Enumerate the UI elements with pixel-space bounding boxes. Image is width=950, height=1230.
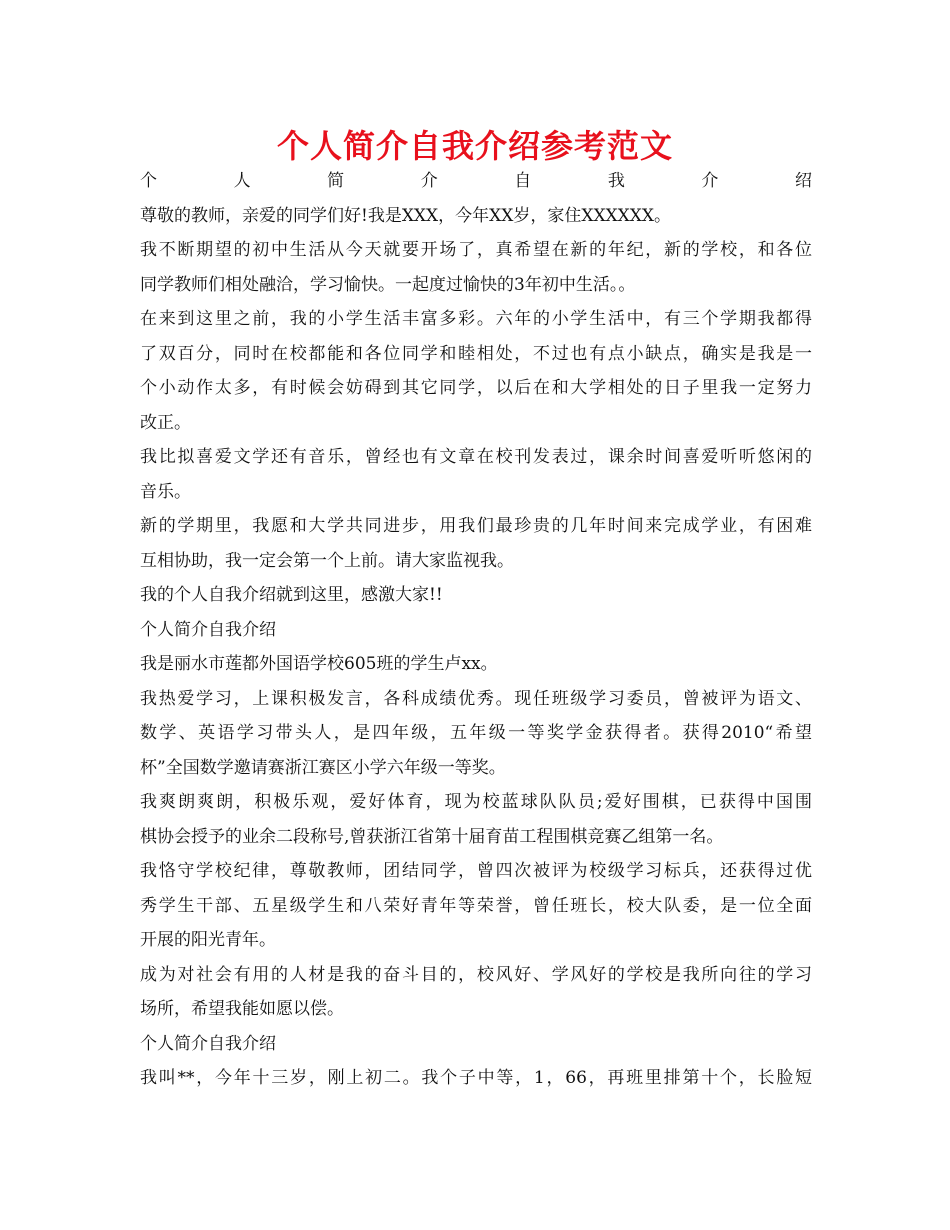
paragraph-line: 我比拟喜爱文学还有音乐，曾经也有文章在校刊发表过，课余时间喜爱听听悠闲的 (140, 447, 812, 467)
paragraph-line: 我不断期望的初中生活从今天就要开场了，真希望在新的年纪，新的学校，和各位 (140, 240, 812, 260)
paragraph-line: 我热爱学习，上课积极发言，各科成绩优秀。现任班级学习委员，曾被评为语文、 (140, 688, 812, 709)
paragraph-line: 棋协会授予的业余二段称号,曾获浙江省第十届育苗工程围棋竞赛乙组第一名。 (140, 826, 724, 847)
document-body (140, 164, 812, 1096)
paragraph-line: 在来到这里之前，我的小学生活丰富多彩。六年的小学生活中，有三个学期我都得 (140, 309, 812, 329)
paragraph-line: 场所，希望我能如愿以偿。 (140, 999, 344, 1019)
document-title: 个人简介自我介绍参考范文 (276, 127, 673, 165)
paragraph-line: 我爽朗爽朗，积极乐观，爱好体育，现为校蓝球队队员;爱好围棋，已获得中国围 (140, 792, 812, 812)
section-heading: 个人简介自我介绍 (140, 619, 276, 640)
paragraph-line: 新的学期里，我愿和大学共同进步，用我们最珍贵的几年时间来完成学业，有困难 (140, 516, 812, 536)
section-heading: 个人简介自我介绍 (140, 1033, 276, 1054)
paragraph-line: 了双百分，同时在校都能和各位同学和睦相处，不过也有点小缺点，确实是我是一 (140, 343, 812, 364)
paragraph-line: 音乐。 (140, 481, 191, 502)
paragraph-line: 个小动作太多，有时候会妨碍到其它同学，以后在和大学相处的日子里我一定努力 (140, 378, 812, 398)
paragraph-line: 互相协助，我一定会第一个上前。请大家监视我。 (140, 550, 514, 571)
paragraph-line: 改正。 (140, 412, 191, 433)
paragraph-line: 杯”全国数学邀请赛浙江赛区小学六年级一等奖。 (140, 757, 506, 778)
paragraph-line: 开展的阳光青年。 (140, 930, 276, 950)
paragraph-line: 同学教师们相处融洽，学习愉快。一起度过愉快的3年初中生活。。 (140, 274, 636, 295)
section-heading: 个人简介自我介绍 (140, 171, 812, 191)
paragraph-line: 尊敬的教师，亲爱的同学们好!我是XXX，今年XX岁，家住XXXXXX。 (140, 205, 671, 226)
paragraph-line: 我的个人自我介绍就到这里，感激大家!! (140, 585, 443, 605)
paragraph-line: 我是丽水市莲都外国语学校605班的学生卢xx。 (140, 654, 498, 674)
paragraph-line: 秀学生干部、五星级学生和八荣好青年等荣誉，曾任班长，校大队委，是一位全面 (140, 895, 812, 916)
paragraph-line: 我恪守学校纪律，尊敬教师，团结同学，曾四次被评为校级学习标兵，还获得过优 (140, 861, 812, 881)
paragraph-line: 我叫**，今年十三岁，刚上初二。我个子中等，1，66，再班里排第十个，长脸短 (140, 1068, 812, 1088)
paragraph-line: 数学、英语学习带头人，是四年级，五年级一等奖学金获得者。获得2010“希望 (140, 723, 812, 743)
paragraph-line: 成为对社会有用的人材是我的奋斗目的，校风好、学风好的学校是我所向往的学习 (140, 964, 812, 985)
